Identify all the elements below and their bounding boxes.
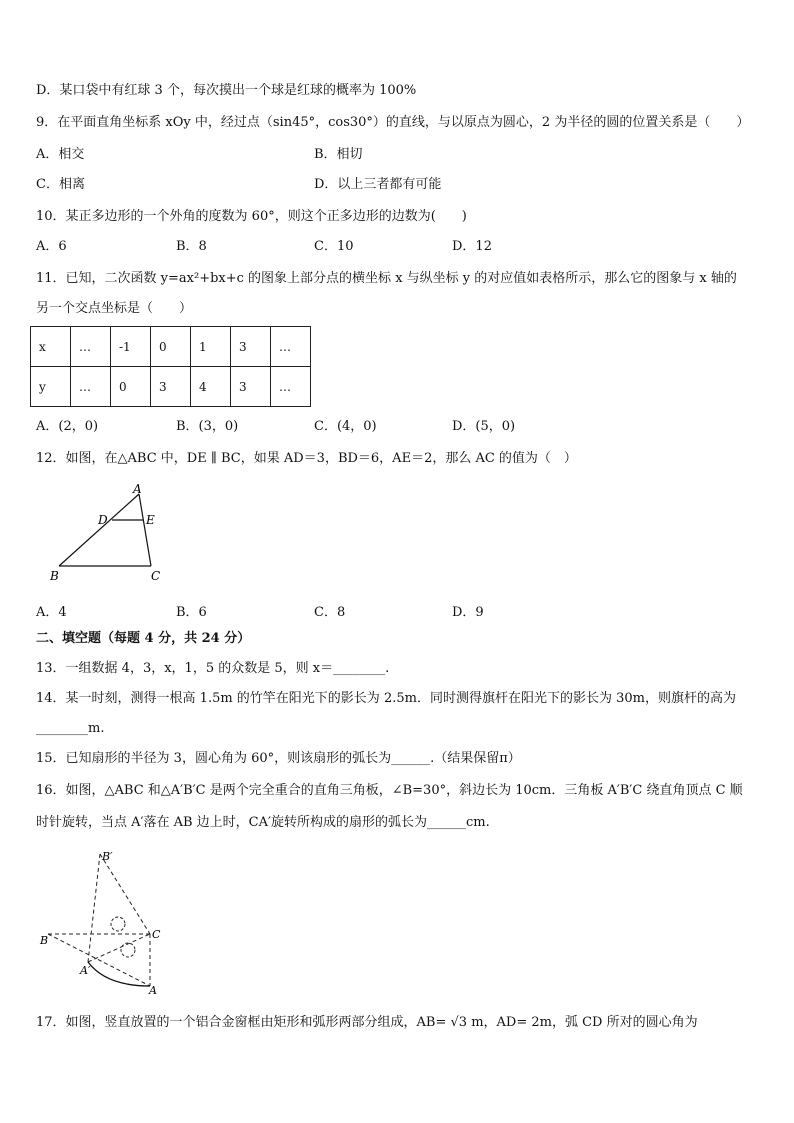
segment-bprime-aprime — [88, 854, 100, 962]
table-cell: … — [71, 327, 111, 367]
q9-option-b: B．相切 — [314, 147, 363, 162]
q14-stem-line1: 14．某一时刻，测得一根高 1.5m 的竹竿在阳光下的影长为 2.5m．同时测得旗杆在阳光下的影长为 30m，则旗杆的高为 — [36, 691, 736, 706]
q11-option-d: D．(5，0) — [452, 419, 516, 434]
label-c: C — [151, 569, 161, 583]
q11-option-a: A．(2，0) — [36, 419, 99, 434]
segment-aprime-c — [88, 934, 150, 962]
q13-stem: 13．一组数据 4，3，x，1，5 的众数是 5，则 x＝________. — [36, 661, 390, 676]
q12-stem: 12．如图，在△ABC 中，DE ∥ BC，如果 AD＝3，BD＝6，AE＝2，那么 AC 的值为（ ） — [36, 451, 577, 466]
label-a-prime: A′ — [80, 964, 91, 977]
table-cell: … — [271, 327, 311, 367]
table-cell: 3 — [231, 327, 271, 367]
q14-stem-line2: ________m. — [36, 721, 105, 736]
hole-lower — [121, 943, 135, 957]
q11-option-b: B．(3，0) — [176, 419, 239, 434]
table-cell: 1 — [191, 327, 231, 367]
table-cell: 0 — [111, 367, 151, 407]
table-cell: 0 — [151, 327, 191, 367]
table-row — [31, 367, 311, 407]
table-cell: … — [71, 367, 111, 407]
table-row — [31, 327, 311, 367]
q9-stem: 9．在平面直角坐标系 xOy 中，经过点（sin45°，cos30°）的直线，与以原点为圆心，2 为半径的圆的位置关系是（ ） — [36, 115, 750, 130]
table-cell: 3 — [151, 367, 191, 407]
label-c: C — [152, 928, 161, 941]
table-cell: -1 — [111, 327, 151, 367]
label-b: B — [40, 934, 49, 947]
q11-stem-line1: 11．已知，二次函数 y=ax²+bx+c 的图象上部分点的横坐标 x 与纵坐标 y 的对应值如表格所示，那么它的图象与 x 轴的 — [36, 271, 737, 286]
q11-value-table — [30, 326, 311, 407]
q9-option-c: C．相离 — [36, 177, 85, 192]
q10-stem: 10．某正多边形的一个外角的度数为 60°，则这个正多边形的边数为( ) — [36, 209, 467, 224]
q12-triangle-figure — [40, 482, 180, 586]
q10-option-b: B．8 — [176, 239, 207, 254]
label-b: B — [50, 569, 59, 583]
table-cell: … — [271, 367, 311, 407]
q11-stem-line2: 另一个交点坐标是（ ） — [36, 301, 193, 316]
label-a: A — [133, 482, 142, 496]
q9-option-a: A．相交 — [36, 147, 85, 162]
q16-stem-line2: 时针旋转，当点 A′落在 AB 边上时，CA′旋转所构成的扇形的弧长为______cm. — [36, 815, 490, 830]
q10-option-d: D．12 — [452, 239, 492, 254]
q12-option-c: C．8 — [314, 605, 346, 620]
q12-option-b: B．6 — [176, 605, 207, 620]
q10-option-a: A．6 — [36, 239, 67, 254]
segment-ab — [59, 494, 139, 566]
table-cell: y — [31, 367, 71, 407]
label-b-prime: B′ — [102, 850, 113, 863]
table-cell: 3 — [231, 367, 271, 407]
q15-stem: 15．已知扇形的半径为 3，圆心角为 60°，则该扇形的弧长为______.（结果保留π） — [36, 751, 521, 766]
label-d: D — [98, 513, 108, 527]
table-cell: 4 — [191, 367, 231, 407]
q9-option-d: D．以上三者都有可能 — [314, 177, 442, 192]
hole-upper — [111, 917, 125, 931]
segment-b-a — [48, 934, 150, 986]
q12-option-a: A．4 — [36, 605, 67, 620]
segment-ac — [139, 494, 151, 566]
label-e: E — [146, 513, 155, 527]
label-a: A — [149, 984, 157, 996]
q16-stem-line1: 16．如图，△ABC 和△A′B′C 是两个完全重合的直角三角板，∠B=30°，斜边长为 10cm．三角板 A′B′C 绕直角顶点 C 顺 — [36, 783, 743, 798]
q10-option-c: C．10 — [314, 239, 354, 254]
q8-option-d: D．某口袋中有红球 3 个，每次摸出一个球是红球的概率为 100% — [36, 83, 417, 98]
q11-option-c: C．(4，0) — [314, 419, 377, 434]
q17-stem: 17．如图，竖直放置的一个铝合金窗框由矩形和弧形两部分组成，AB= √3 m，AD= 2m，弧 CD 所对的圆心角为 — [36, 1015, 698, 1030]
arc-aprime-a — [88, 962, 150, 986]
q16-rotation-figure — [36, 846, 186, 996]
q12-option-d: D．9 — [452, 605, 484, 620]
section-fill-in-title: 二、填空题（每题 4 分，共 24 分） — [36, 631, 251, 646]
table-cell: x — [31, 327, 71, 367]
